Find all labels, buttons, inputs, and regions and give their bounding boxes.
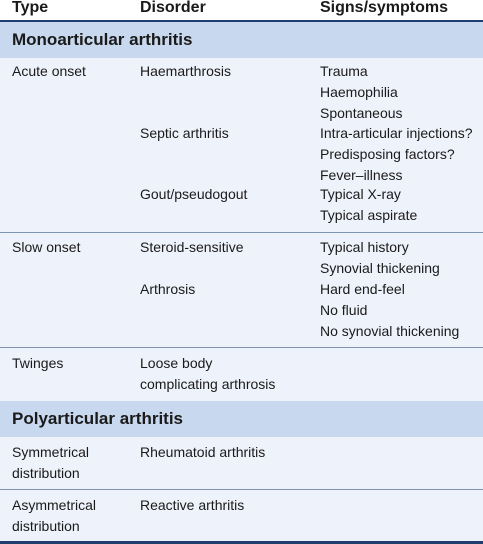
disorder-gout: Gout/pseudogout [140, 186, 248, 202]
sign-no-fluid: No fluid [320, 302, 368, 318]
sign-aspirate: Typical aspirate [320, 207, 418, 223]
disorder-septic-arthritis: Septic arthritis [140, 125, 229, 141]
type-twinges: Twinges [12, 355, 64, 371]
sign-no-synovial-thickening: No synovial thickening [320, 323, 460, 339]
disorder-arthrosis: Arthrosis [140, 281, 196, 297]
header-disorder: Disorder [140, 0, 206, 16]
sign-haemophilia: Haemophilia [320, 84, 398, 100]
type-symmetrical: Symmetrical [12, 444, 90, 460]
section-polyarticular: Polyarticular arthritis [0, 401, 483, 437]
sign-typical-history: Typical history [320, 239, 409, 255]
disorder-haemarthrosis: Haemarthrosis [140, 63, 232, 79]
sign-xray: Typical X-ray [320, 186, 401, 202]
header-type: Type [12, 0, 49, 16]
row-divider [0, 232, 483, 233]
disorder-reactive-arthritis: Reactive arthritis [140, 497, 245, 513]
row-divider [0, 489, 483, 490]
sign-hard-end-feel: Hard end-feel [320, 281, 405, 297]
disorder-loose-body: Loose body [140, 355, 213, 371]
disorder-rheumatoid-arthritis: Rheumatoid arthritis [140, 444, 266, 460]
row-divider [0, 347, 483, 348]
sign-injections: Intra-articular injections? [320, 125, 473, 141]
type-acute-onset: Acute onset [12, 63, 86, 79]
type-asymmetrical-distribution: distribution [12, 518, 80, 534]
sign-predisposing: Predisposing factors? [320, 146, 455, 162]
sign-trauma: Trauma [320, 63, 368, 79]
table-header [0, 0, 483, 20]
disorder-complicating-arthrosis: complicating arthrosis [140, 376, 276, 392]
disorder-steroid-sensitive: Steroid-sensitive [140, 239, 244, 255]
type-slow-onset: Slow onset [12, 239, 81, 255]
type-asymmetrical: Asymmetrical [12, 497, 97, 513]
section-monoarticular: Monoarticular arthritis [0, 22, 483, 58]
header-signs: Signs/symptoms [320, 0, 449, 16]
type-symmetrical-distribution: distribution [12, 465, 80, 481]
sign-fever: Fever–illness [320, 167, 403, 183]
sign-synovial-thickening: Synovial thickening [320, 260, 440, 276]
sign-spontaneous: Spontaneous [320, 105, 403, 121]
